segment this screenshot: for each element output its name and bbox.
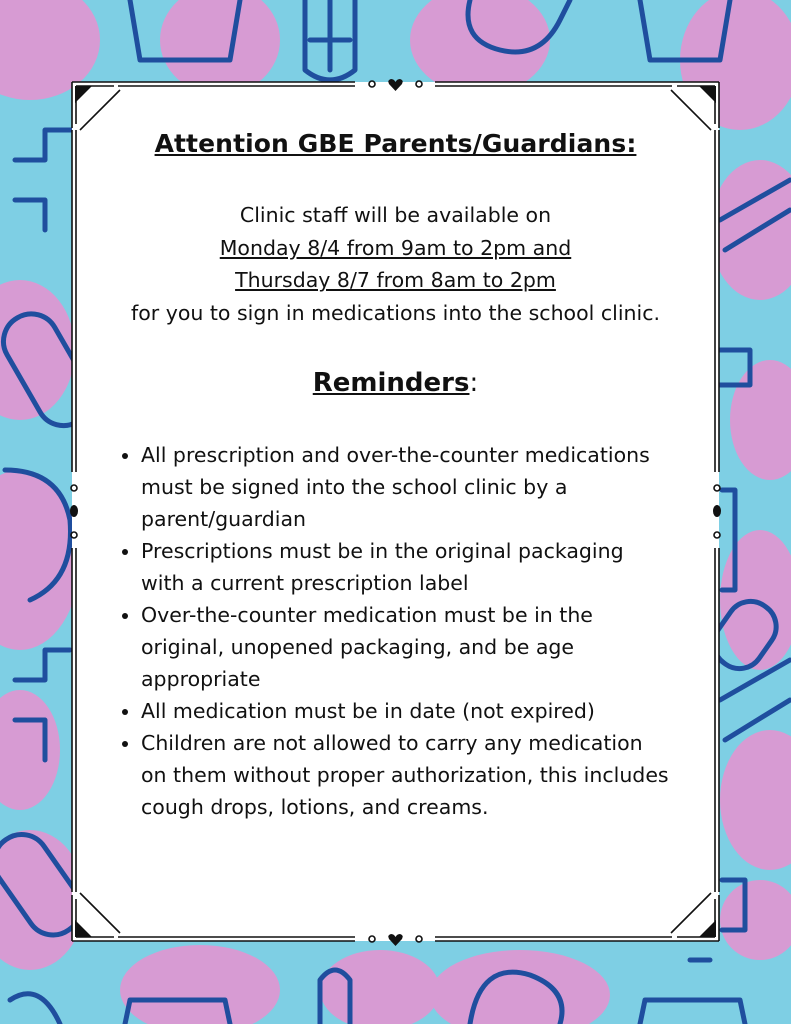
list-item: All prescription and over-the-counter medications must be signed into the school clinic by a parent/guardian	[141, 439, 711, 535]
intro-tail: for you to sign in medications into the school clinic.	[131, 300, 660, 325]
clinic-hours-section	[80, 199, 711, 329]
list-item: All medication must be in date (not expired)	[141, 695, 711, 727]
list-item: Over-the-counter medication must be in the original, unopened packaging, and be age appropriate	[141, 599, 711, 695]
list-item: Children are not allowed to carry any medication on them without proper authorization, this includes cough drops, lotions, and creams.	[141, 727, 711, 823]
reminders-heading	[80, 367, 711, 401]
reminders-heading-colon: :	[469, 368, 479, 399]
date-line-thursday: Thursday 8/7 from 8am to 2pm	[235, 268, 556, 293]
notice-title: Attention GBE Parents/Guardians:	[154, 129, 637, 158]
reminders-heading-text: Reminders	[312, 368, 470, 399]
reminders-list	[80, 439, 711, 823]
intro-line: Clinic staff will be available on	[239, 203, 552, 228]
list-item: Prescriptions must be in the original packaging with a current prescription label	[141, 535, 711, 599]
date-line-monday: Monday 8/4 from 9am to 2pm and	[219, 235, 572, 260]
notice-content	[80, 128, 711, 823]
